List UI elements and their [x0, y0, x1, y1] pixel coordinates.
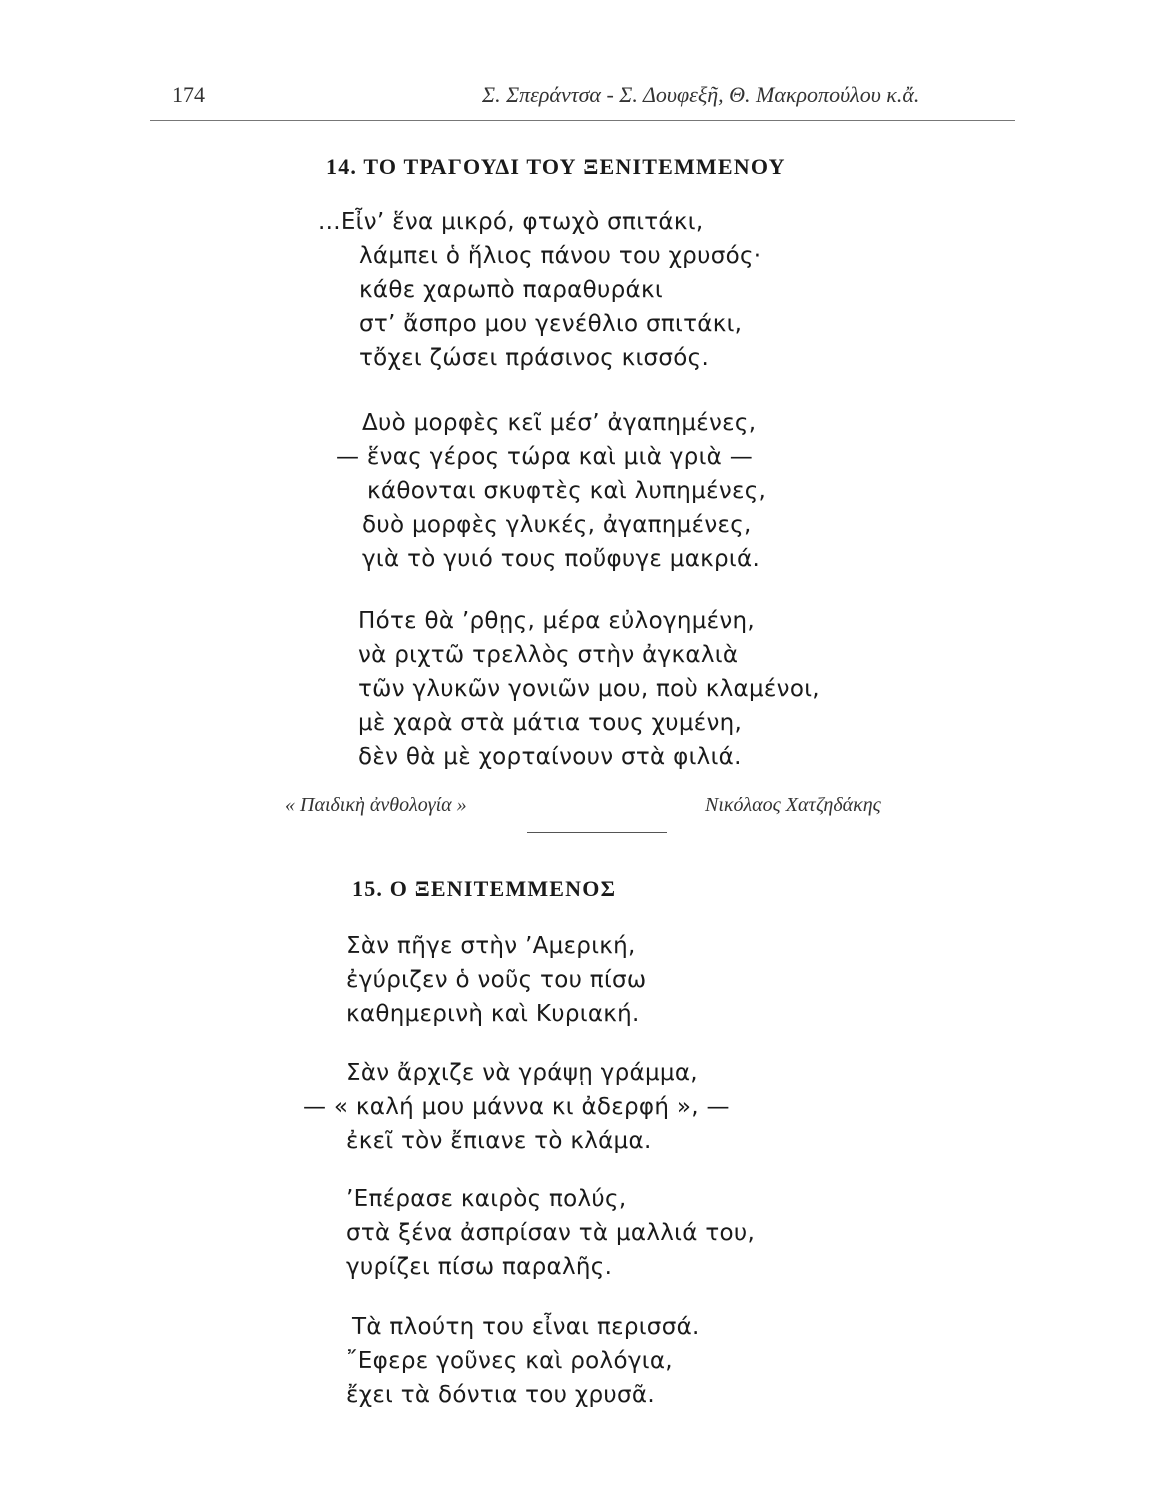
verse-line: καθημερινὴ καὶ Κυριακή.	[346, 1001, 640, 1027]
header-rule	[150, 120, 1015, 121]
verse-line: στ’ ἄσπρο μου γενέθλιο σπιτάκι,	[359, 311, 743, 337]
verse-line: στὰ ξένα ἀσπρίσαν τὰ μαλλιά του,	[346, 1220, 756, 1246]
verse-line: ῎Εφερε γοῦνες καὶ ρολόγια,	[346, 1348, 673, 1374]
poem-15-stanza-1	[346, 929, 646, 1031]
verse-line: λάμπει ὁ ἥλιος πάνου του χρυσός·	[359, 243, 762, 269]
verse-line: γυρίζει πίσω παραλῆς.	[346, 1254, 613, 1280]
verse-line: κάθε χαρωπὸ παραθυράκι	[359, 277, 663, 303]
poem-15-title: 15. Ο ΞΕΝΙΤΕΜΜΕΝΟΣ	[352, 876, 617, 901]
poem-15-stanza-2	[303, 1056, 730, 1158]
verse-line: τῶν γλυκῶν γονιῶν μου, ποὺ κλαμένοι,	[358, 676, 820, 702]
verse-line: νὰ ριχτῶ τρελλὸς στὴν ἀγκαλιὰ	[358, 642, 739, 668]
verse-line: Δυὸ μορφὲς κεῖ μέσ’ ἀγαπημένες,	[362, 410, 757, 436]
poem-15-stanza-3	[346, 1182, 755, 1284]
page-number: 174	[172, 82, 205, 107]
verse-line: ἐκεῖ τὸν ἔπιανε τὸ κλάμα.	[346, 1128, 652, 1154]
poem-14-author: Νικόλαος Χατζηδάκης	[705, 794, 881, 816]
verse-line: Τὰ πλούτη του εἶναι περισσά.	[352, 1314, 700, 1340]
verse-line: Πότε θὰ ’ρθῃς, μέρα εὐλογημένη,	[358, 608, 756, 634]
verse-line: ἐγύριζεν ὁ νοῦς του πίσω	[346, 967, 647, 993]
poem-separator	[527, 832, 667, 833]
verse-line: — ἕνας γέρος τώρα καὶ μιὰ γριὰ —	[336, 444, 754, 470]
poem-14-title: 14. ΤΟ ΤΡΑΓΟΥΔΙ ΤΟΥ ΞΕΝΙΤΕΜΜΕΝΟΥ	[326, 154, 786, 179]
verse-line: ἔχει τὰ δόντια του χρυσᾶ.	[346, 1382, 655, 1408]
running-title: Σ. Σπεράντσα - Σ. Δουφεξῆ, Θ. Μακροπούλου κ.ἄ.	[482, 82, 920, 107]
verse-line: Σὰν ἄρχιζε νὰ γράψῃ γράμμα,	[346, 1060, 698, 1086]
verse-line: τὄχει ζώσει πράσινος κισσός.	[359, 345, 710, 371]
verse-line: μὲ χαρὰ στὰ μάτια τους χυμένη,	[358, 710, 743, 736]
poem-14-stanza-2	[336, 406, 766, 576]
verse-line: κάθονται σκυφτὲς καὶ λυπημένες,	[367, 478, 767, 504]
poem-14-stanza-1	[318, 205, 761, 375]
verse-line: — « καλή μου μάννα κι ἀδερφή », —	[303, 1094, 730, 1120]
verse-line: ’Επέρασε καιρὸς πολύς,	[346, 1186, 627, 1212]
poem-14-source: « Παιδικὴ ἀνθολογία »	[285, 794, 467, 816]
poem-14-stanza-3	[358, 604, 820, 774]
verse-line: ...Εἶν’ ἕνα μικρό, φτωχὸ σπιτάκι,	[318, 209, 704, 235]
verse-line: δὲν θὰ μὲ χορταίνουν στὰ φιλιά.	[358, 744, 742, 770]
verse-line: γιὰ τὸ γυιό τους ποὔφυγε μακριά.	[362, 546, 761, 572]
poem-15-stanza-4	[346, 1310, 700, 1412]
verse-line: Σὰν πῆγε στὴν ’Αμερική,	[346, 933, 636, 959]
verse-line: δυὸ μορφὲς γλυκές, ἀγαπημένες,	[362, 512, 752, 538]
